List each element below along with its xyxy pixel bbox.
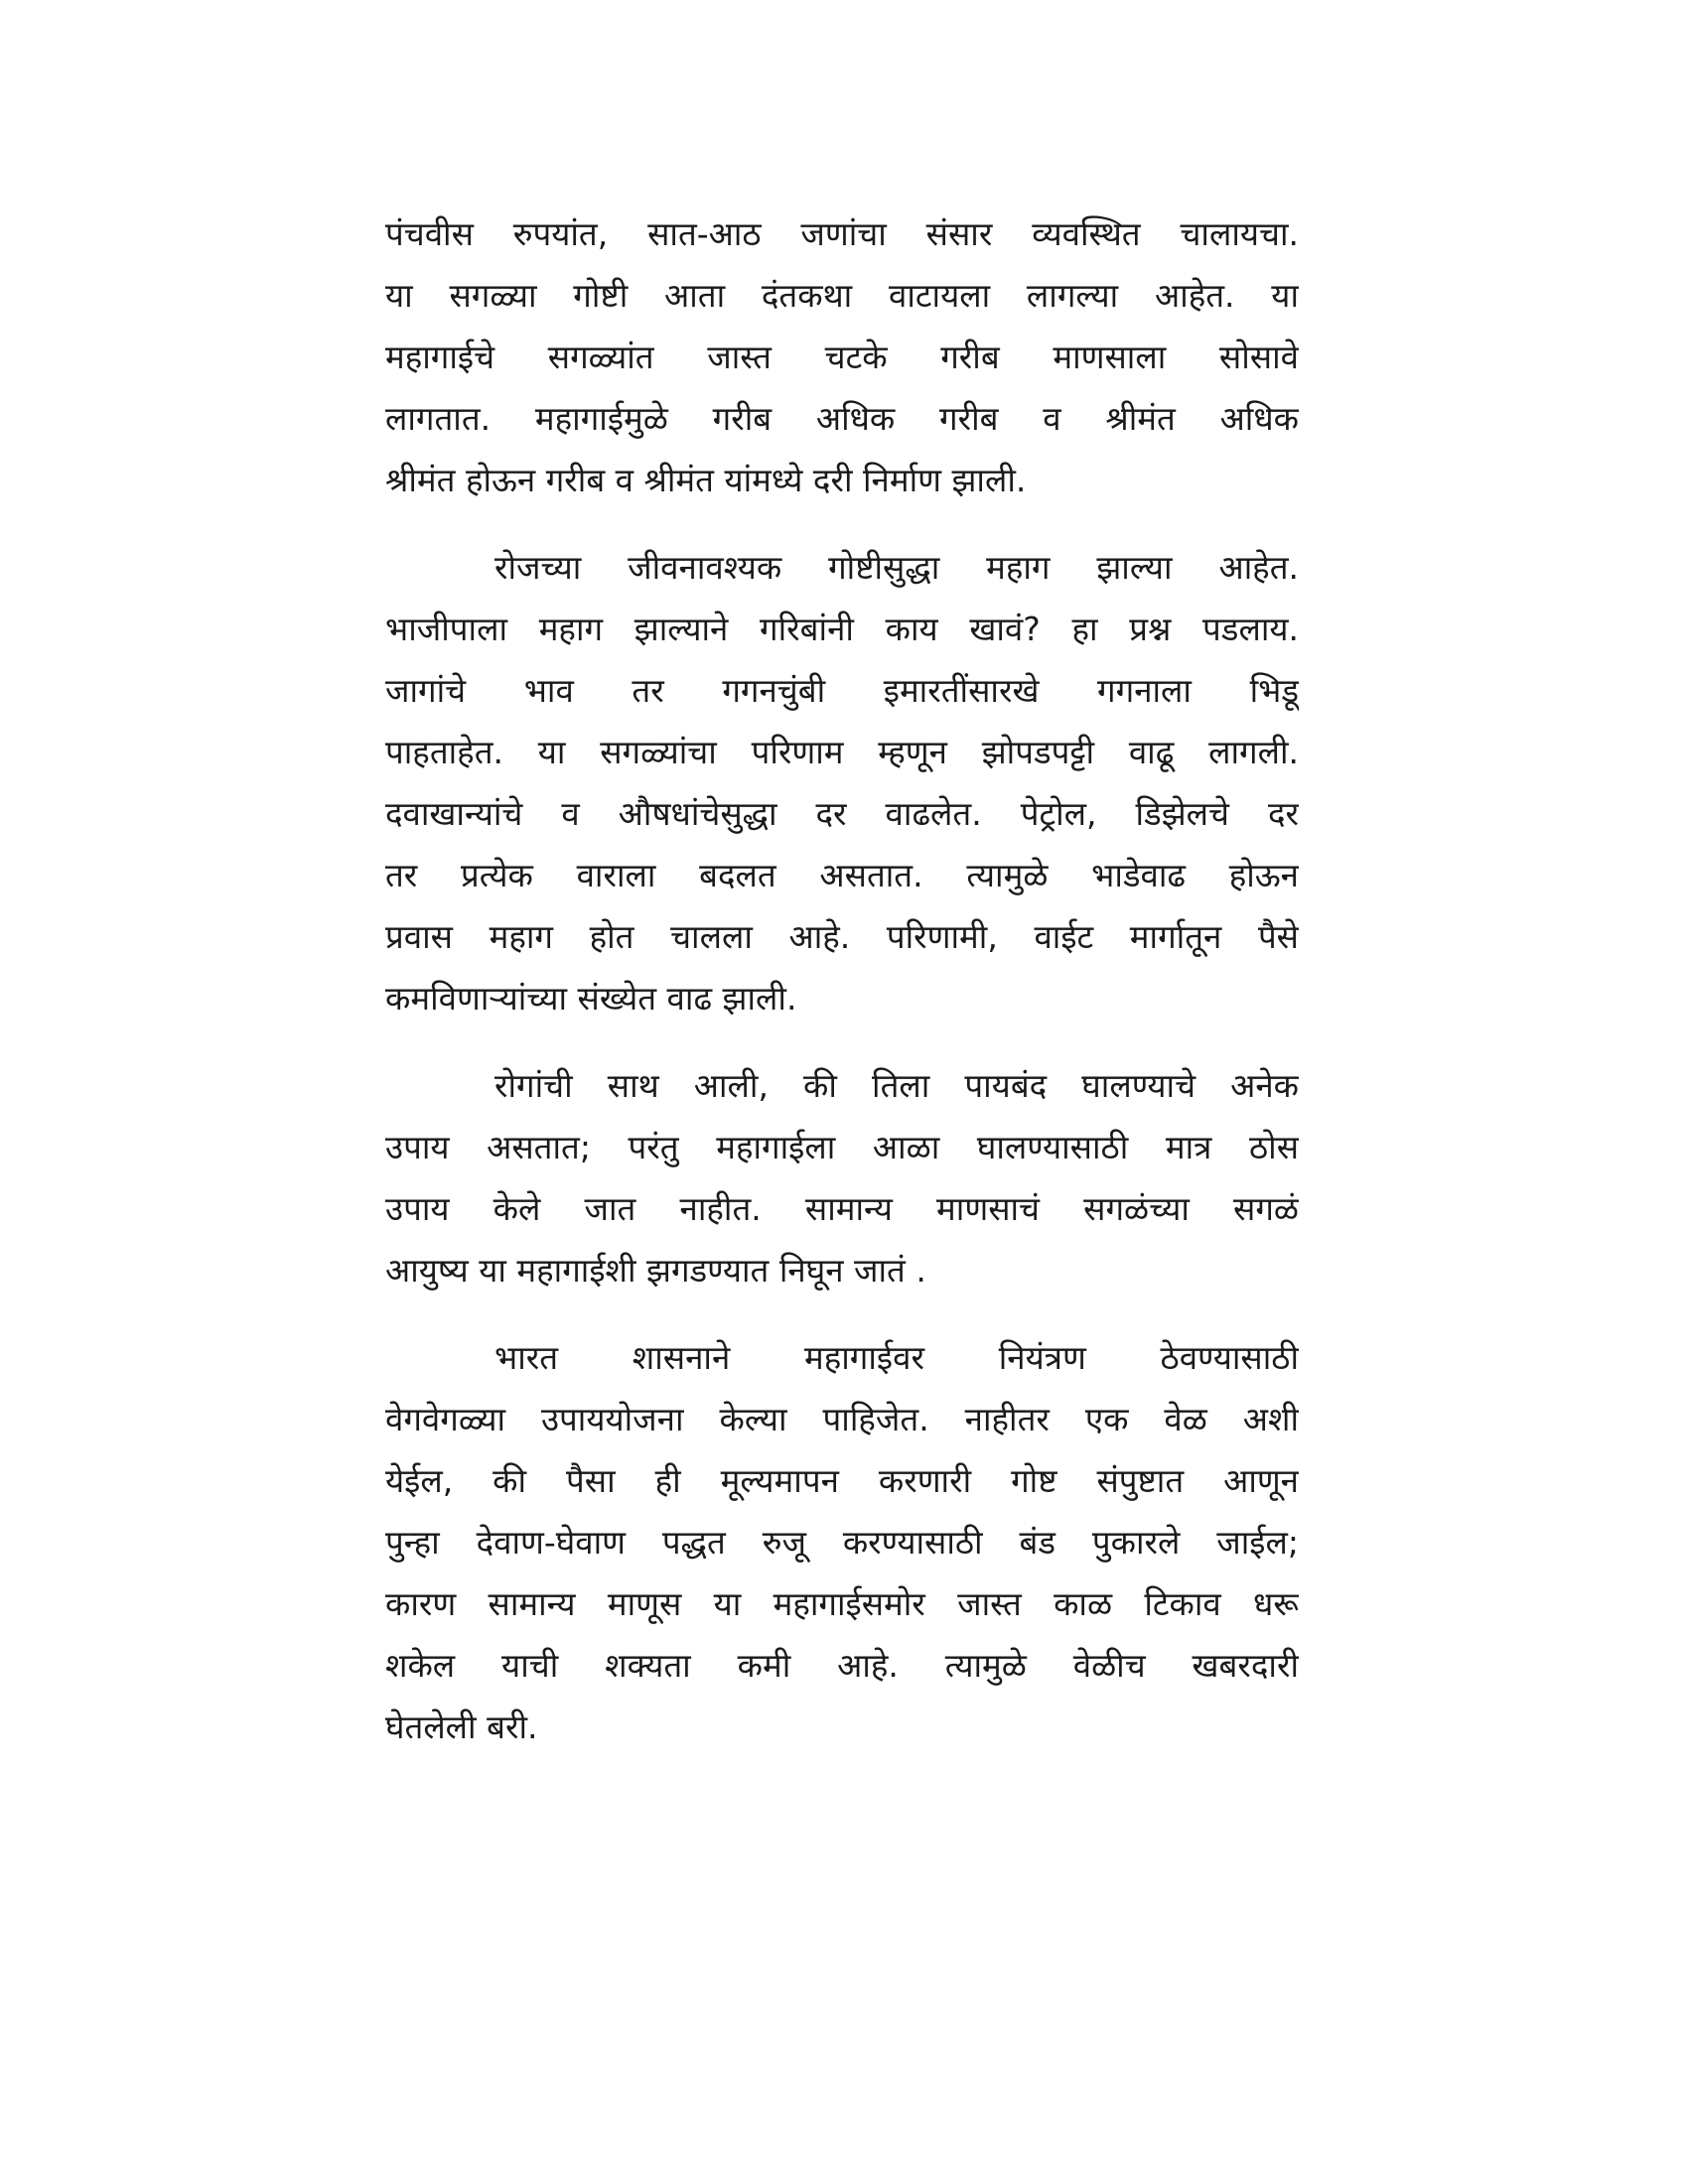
text-line: तर प्रत्येक वाराला बदलत असतात. त्यामुळे भाडेवाढ होऊन (385, 856, 1299, 894)
paragraph-4 (385, 1327, 1299, 1758)
text-line: श्रीमंत होऊन गरीब व श्रीमंत यांमध्ये दरी निर्माण झाली. (385, 461, 1027, 499)
text-line: पंचवीस रुपयांत, सात-आठ जणांचा संसार व्यवस्थित चालायचा. (385, 214, 1299, 253)
text-line: या सगळ्या गोष्टी आता दंतकथा वाटायला लागल्या आहेत. या (385, 276, 1299, 315)
text-line: उपाय केले जात नाहीत. सामान्य माणसाचं सगळंच्या सगळं (385, 1189, 1299, 1228)
paragraph-2 (385, 537, 1299, 1029)
body-text (385, 204, 1299, 1758)
paragraph-gap (385, 1301, 1299, 1327)
text-line: घेतलेली बरी. (385, 1707, 538, 1746)
text-line: रोजच्या जीवनावश्यक गोष्टीसुद्धा महाग झाल्या आहेत. (494, 548, 1299, 587)
text-line: प्रवास महाग होत चालला आहे. परिणामी, वाईट मार्गातून पैसे (385, 917, 1299, 956)
text-line: रोगांची साथ आली, की तिला पायबंद घालण्याचे अनेक (494, 1066, 1299, 1105)
text-line: कारण सामान्य माणूस या महागाईसमोर जास्त काळ टिकाव धरू (385, 1584, 1299, 1623)
text-line: पाहताहेत. या सगळ्यांचा परिणाम म्हणून झोपडपट्टी वाढू लागली. (385, 733, 1299, 771)
text-line: येईल, की पैसा ही मूल्यमापन करणारी गोष्ट संपुष्टात आणून (385, 1461, 1299, 1500)
paragraph-gap (385, 511, 1299, 537)
text-line: जागांचे भाव तर गगनचुंबी इमारतींसारखे गगनाला भिडू (385, 671, 1299, 710)
text-line: महागाईचे सगळ्यांत जास्त चटके गरीब माणसाला सोसावे (385, 338, 1299, 376)
text-line: भाजीपाला महाग झाल्याने गरिबांनी काय खावं? हा प्रश्न पडलाय. (385, 610, 1299, 648)
text-line: दवाखान्यांचे व औषधांचेसुद्धा दर वाढलेत. पेट्रोल, डिझेलचे दर (385, 794, 1299, 833)
paragraph-gap (385, 1029, 1299, 1055)
text-line: शकेल याची शक्यता कमी आहे. त्यामुळे वेळीच खबरदारी (385, 1646, 1299, 1685)
text-line: कमविणाऱ्यांच्या संख्येत वाढ झाली. (385, 979, 797, 1018)
text-line: लागतात. महागाईमुळे गरीब अधिक गरीब व श्रीमंत अधिक (385, 399, 1299, 438)
text-line: आयुष्य या महागाईशी झगडण्यात निघून जातं . (385, 1251, 926, 1290)
text-line: पुन्हा देवाण-घेवाण पद्धत रुजू करण्यासाठी बंड पुकारले जाईल; (385, 1523, 1299, 1562)
text-line: भारत शासनाने महागाईवर नियंत्रण ठेवण्यासाठी (494, 1338, 1299, 1377)
text-line: वेगवेगळ्या उपाययोजना केल्या पाहिजेत. नाहीतर एक वेळ अशी (385, 1400, 1299, 1438)
text-line: उपाय असतात; परंतु महागाईला आळा घालण्यासाठी मात्र ठोस (385, 1128, 1299, 1166)
paragraph-1 (385, 204, 1299, 511)
paragraph-3 (385, 1055, 1299, 1301)
